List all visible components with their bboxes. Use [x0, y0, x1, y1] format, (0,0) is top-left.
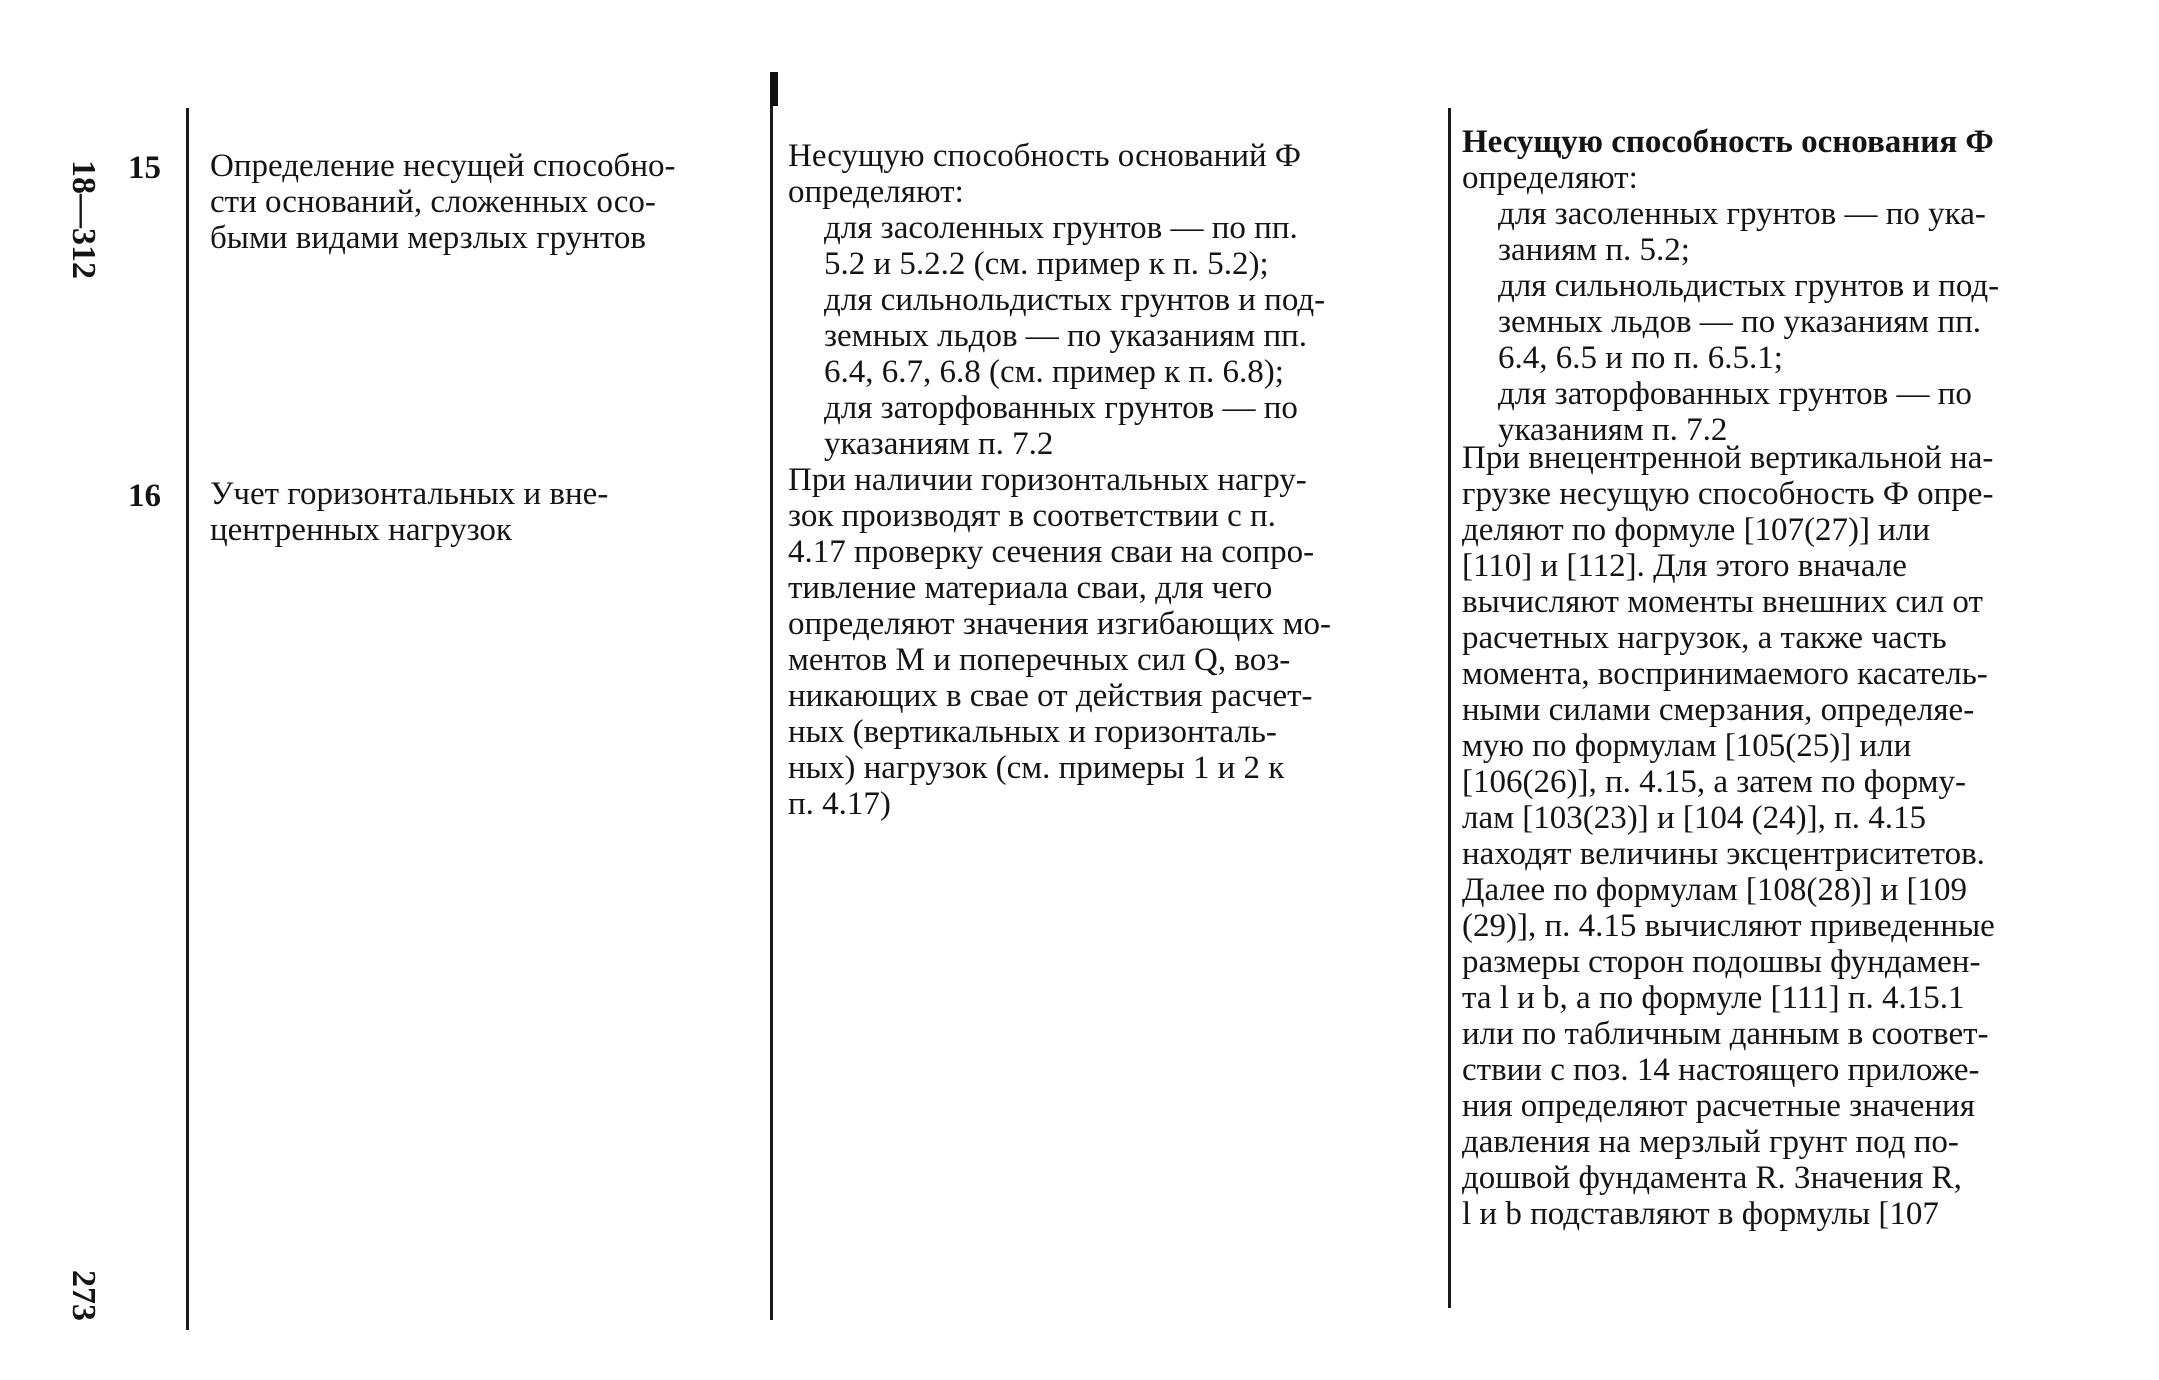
text-line: размеры сторон подошвы фундамен- — [1462, 944, 1981, 980]
text-line: (29)], п. 4.15 вычисляют приведенные — [1462, 908, 1995, 944]
text-line: лам [103(23)] и [104 (24)], п. 4.15 — [1462, 800, 1926, 836]
column-rule-3 — [1448, 108, 1451, 1308]
text-line: для засоленных грунтов — по ука- — [1498, 196, 1986, 232]
text-line: центренных нагрузок — [210, 512, 512, 548]
text-line: для сильнольдистых грунтов и под- — [1498, 268, 2000, 304]
text-line: При наличии горизонтальных нагру- — [788, 462, 1307, 498]
text-line: 4.17 проверку сечения сваи на сопро- — [788, 534, 1315, 570]
text-line: та l и b, а по формуле [111] п. 4.15.1 — [1462, 980, 1965, 1016]
text-line: [106(26)], п. 4.15, а затем по форму- — [1462, 764, 1966, 800]
text-line: определяют значения изгибающих мо- — [788, 606, 1332, 642]
text-line: При внецентренной вертикальной на- — [1462, 440, 1994, 476]
text-line: Учет горизонтальных и вне- — [210, 476, 609, 512]
text-line: для заторфованных грунтов — по — [824, 390, 1298, 426]
text-line: Несущую способность основания Ф — [1462, 124, 1994, 160]
text-line: для засоленных грунтов — по пп. — [824, 210, 1298, 246]
text-line: быми видами мерзлых грунтов — [210, 220, 646, 256]
text-line: сти оснований, сложенных осо- — [210, 184, 656, 220]
text-line: заниям п. 5.2; — [1498, 232, 1690, 268]
text-line: Определение несущей способно- — [210, 148, 676, 184]
text-line: ствии с поз. 14 настоящего приложе- — [1462, 1052, 1980, 1088]
text-line: для заторфованных грунтов — по — [1498, 376, 1972, 412]
text-line: вычисляют моменты внешних сил от — [1462, 584, 1983, 620]
text-line: ными силами смерзания, определяе- — [1462, 692, 1975, 728]
text-line: ных (вертикальных и горизонталь- — [788, 714, 1277, 750]
column-rule-2 — [770, 100, 773, 1320]
margin-code: 18—312 — [65, 160, 102, 279]
text-line: тивление материала сваи, для чего — [788, 570, 1273, 606]
text-line: указаниям п. 7.2 — [824, 426, 1054, 462]
text-line: зок производят в соответствии с п. — [788, 498, 1276, 534]
text-line: [110] и [112]. Для этого вначале — [1462, 548, 1907, 584]
page-number: 273 — [65, 1270, 102, 1321]
text-line: или по табличным данным в соответ- — [1462, 1016, 1989, 1052]
row-number-15: 15 — [128, 150, 161, 186]
column-rule-1 — [186, 108, 189, 1330]
row-15-col3 — [1462, 124, 2122, 448]
text-line: мую по формулам [105(25)] или — [1462, 728, 1912, 764]
text-line: давления на мерзлый грунт под по- — [1462, 1124, 1959, 1160]
text-line: определяют: — [788, 174, 964, 210]
text-line: земных льдов — по указаниям пп. — [1498, 304, 1982, 340]
row-number-16: 16 — [128, 478, 161, 514]
text-line: 6.4, 6.7, 6.8 (см. пример к п. 6.8); — [824, 354, 1284, 390]
text-line: п. 4.17) — [788, 786, 891, 822]
text-line: ментов М и поперечных сил Q, воз- — [788, 642, 1291, 678]
text-line: для сильнольдистых грунтов и под- — [824, 282, 1326, 318]
text-line: ния определяют расчетные значения — [1462, 1088, 1975, 1124]
text-line: Далее по формулам [108(28)] и [109 — [1462, 872, 1968, 908]
row-15-subject — [210, 148, 754, 256]
row-15-col2 — [788, 138, 1436, 462]
text-line: 5.2 и 5.2.2 (см. пример к п. 5.2); — [824, 246, 1269, 282]
row-16-col2 — [788, 462, 1436, 822]
text-line: определяют: — [1462, 160, 1638, 196]
text-line: l и b подставляют в формулы [107 — [1462, 1196, 1939, 1232]
text-line: Несущую способность оснований Ф — [788, 138, 1301, 174]
text-line: находят величины эксцентриситетов. — [1462, 836, 1985, 872]
row-16-col3 — [1462, 440, 2122, 1232]
text-line: 6.4, 6.5 и по п. 6.5.1; — [1498, 340, 1783, 376]
text-line: деляют по формуле [107(27)] или — [1462, 512, 1931, 548]
text-line: грузке несущую способность Ф опре- — [1462, 476, 1994, 512]
text-line: ных) нагрузок (см. примеры 1 и 2 к — [788, 750, 1285, 786]
text-line: земных льдов — по указаниям пп. — [824, 318, 1308, 354]
text-line: расчетных нагрузок, а также часть — [1462, 620, 1947, 656]
text-line: момента, воспринимаемого касатель- — [1462, 656, 1988, 692]
column-marker — [770, 72, 778, 106]
text-line: дошвой фундамента R. Значения R, — [1462, 1160, 1962, 1196]
row-16-subject — [210, 476, 754, 548]
text-line: никающих в свае от действия расчет- — [788, 678, 1313, 714]
text-line: указаниям п. 7.2 — [1498, 412, 1728, 448]
